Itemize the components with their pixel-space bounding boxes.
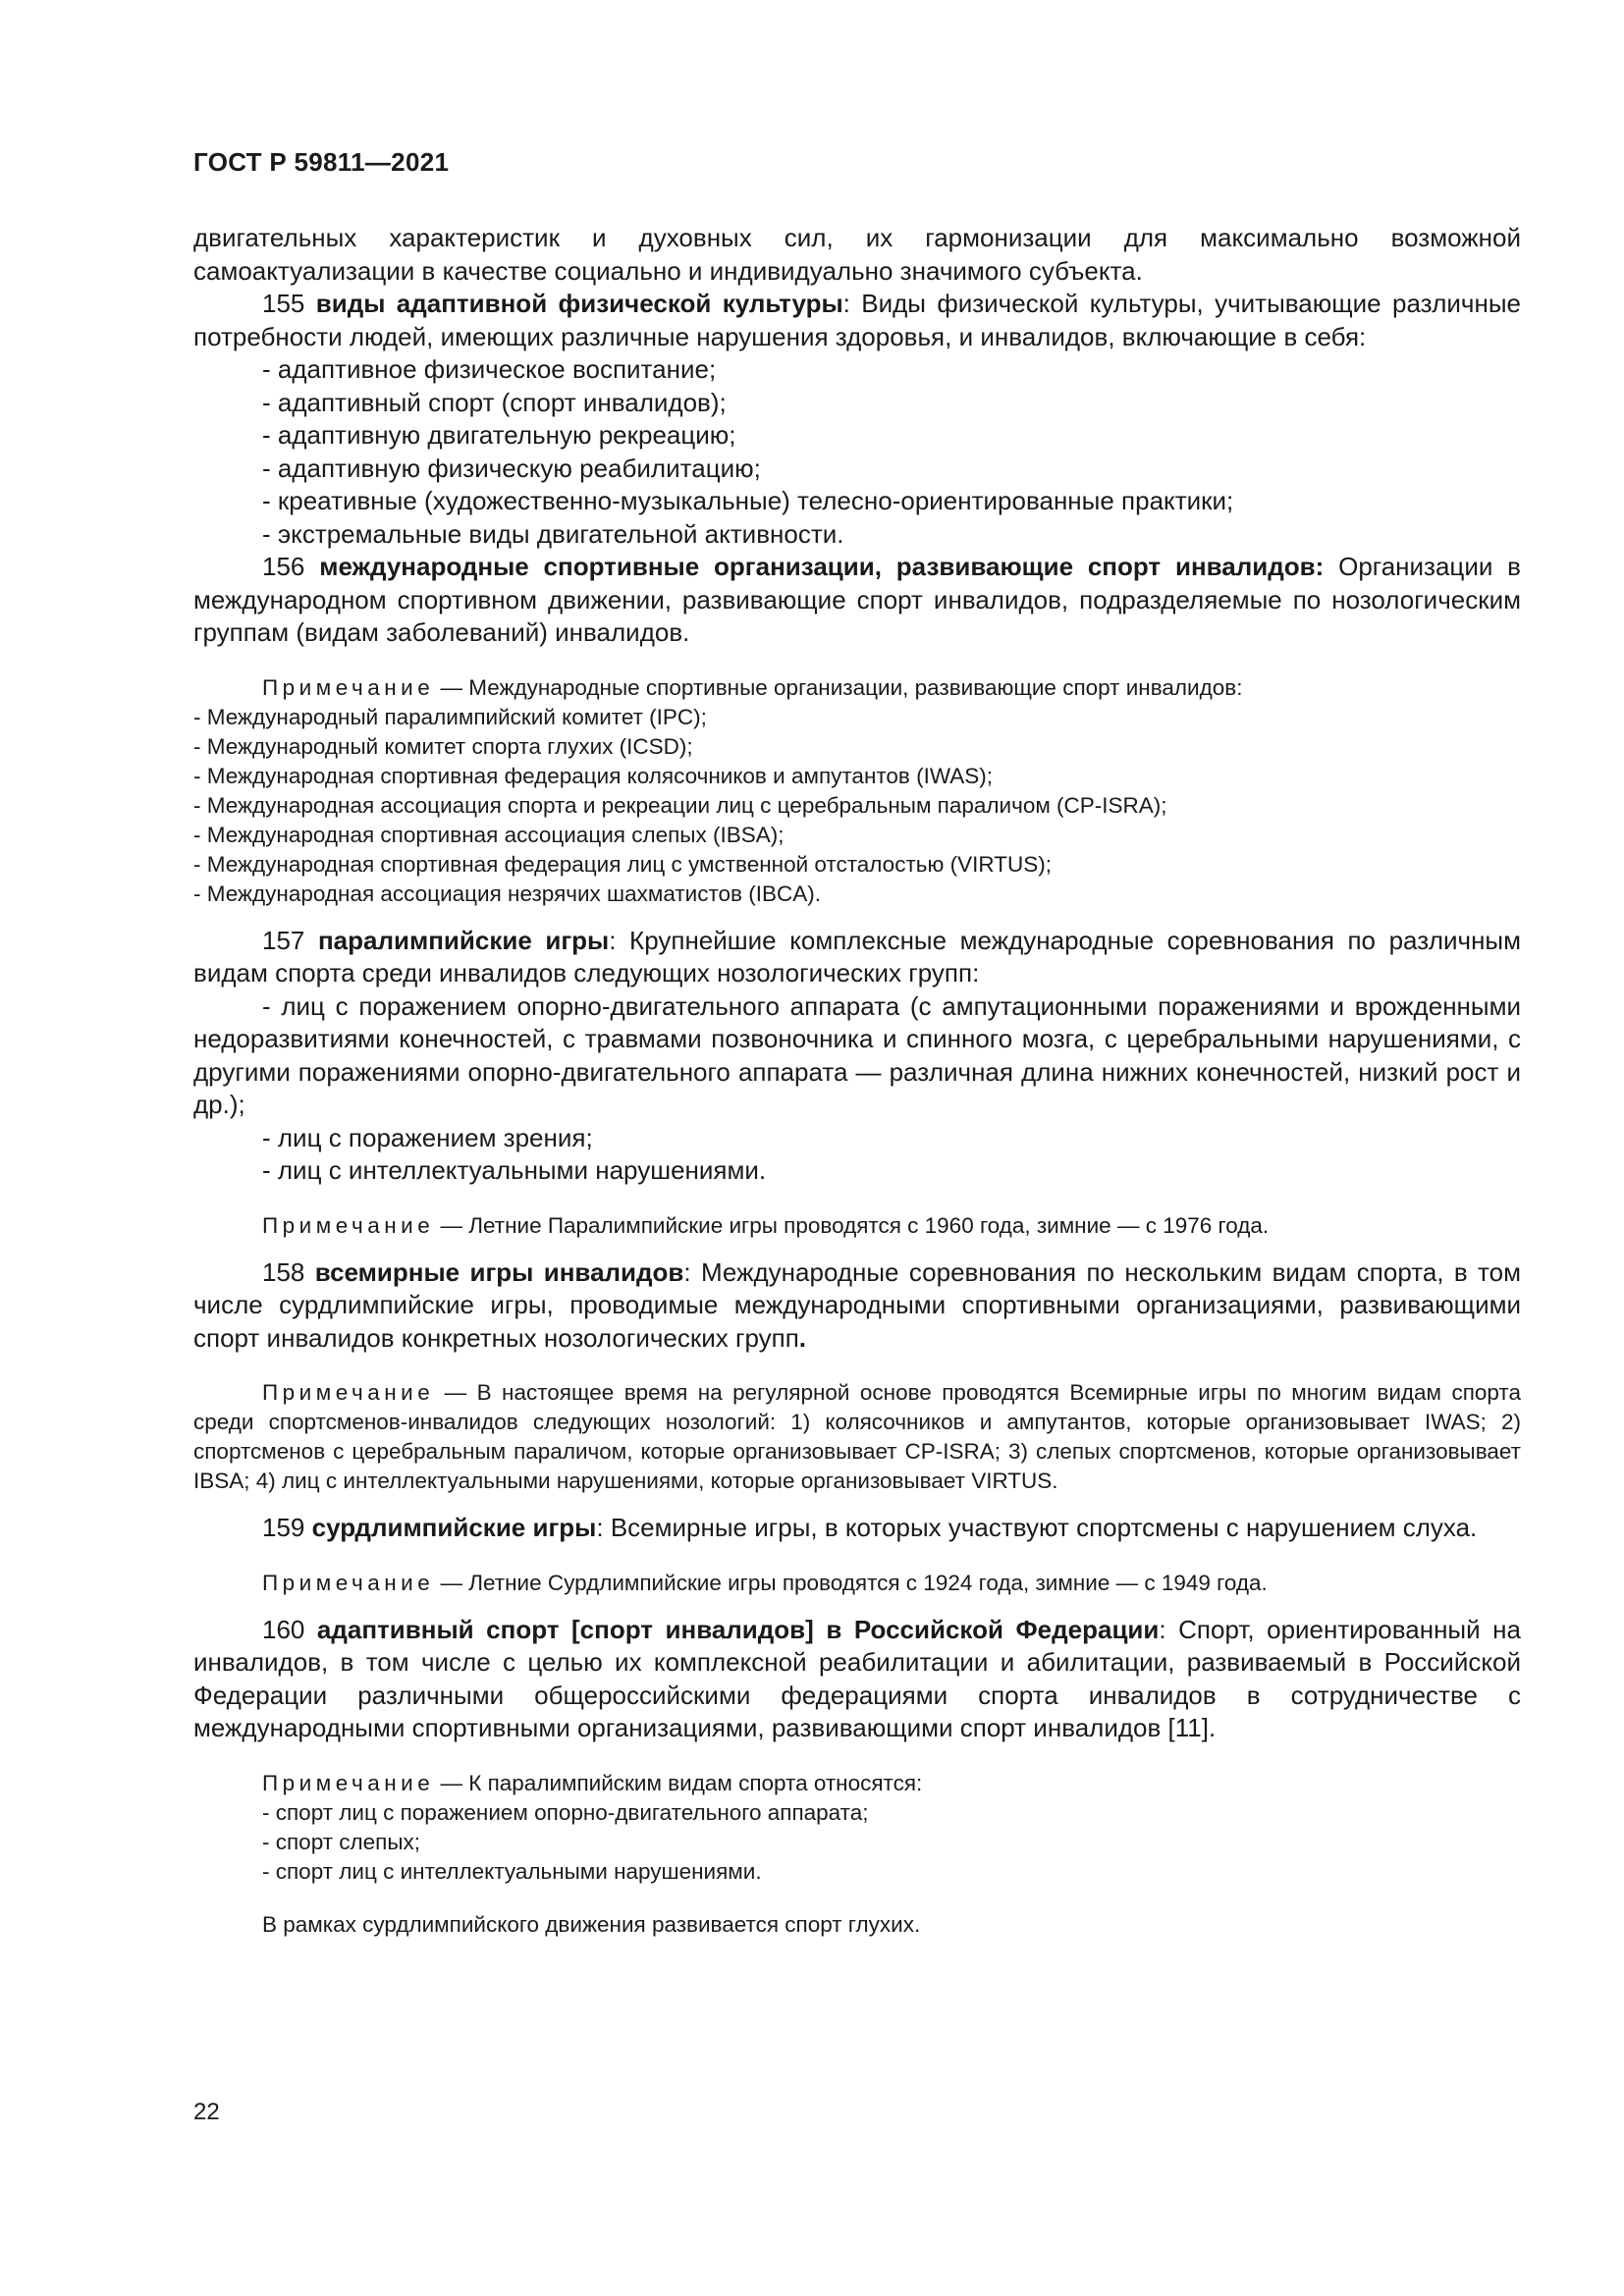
term-155 — [193, 288, 1521, 353]
term-definition: : Крупнейшие комплексные международные соревнования по различным видам спорта среди инвалидов следующих нозологических групп: — [193, 925, 1521, 988]
term-number: 156 — [262, 552, 305, 581]
term-definition-end: . — [798, 1322, 807, 1353]
note-label: Примечание — [262, 1570, 435, 1595]
list-item: - адаптивное физическое воспитание; — [262, 354, 717, 384]
note-160 — [193, 1769, 1521, 1940]
term-definition: : Спорт, ориентированный на инвалидов, в том числе с целью их комплексной реабилитации и абилитации, развиваемый в Российской Федерации различными общероссийскими федерациями спорта инвалидов в сотрудничестве с международными спортивными организациями, развивающими спорт инвалидов [11]. — [193, 1614, 1521, 1742]
note-item: - Международная спортивная ассоциация слепых (IBSA); — [193, 822, 785, 847]
list-item: - адаптивную физическую реабилитацию; — [262, 453, 761, 483]
list-item: - лиц с интеллектуальными нарушениями. — [262, 1155, 767, 1185]
note-item: - Международная спортивная федерация лиц с умственной отсталостью (VIRTUS); — [193, 851, 1052, 877]
list-item: - лиц с поражением зрения; — [262, 1122, 593, 1152]
note-159 — [193, 1569, 1521, 1598]
term-number: 158 — [262, 1256, 305, 1287]
note-label: Примечание — [262, 1770, 435, 1795]
note-157 — [193, 1211, 1521, 1241]
note-156 — [193, 673, 1521, 909]
term-number: 155 — [262, 289, 305, 318]
term-title: международные спортивные организации, развивающие спорт инвалидов: — [319, 552, 1325, 581]
page-header: ГОСТ Р 59811—2021 — [193, 147, 450, 177]
page-number: 22 — [193, 2099, 220, 2125]
term-title: паралимпийские игры — [317, 925, 610, 955]
term-definition: : Виды физической культуры, учитывающие различные потребности людей, имеющих различные нарушения здоровья, и инвалидов, включающие в себя: — [193, 289, 1521, 351]
paragraph-continuation: двигательных характеристик и духовных сил, их гармонизации для максимально возможной самоактуализации в качестве социально и индивидуально значимого субъекта. — [193, 223, 1521, 286]
note-heading — [193, 1769, 1521, 1798]
note-text: — К паралимпийским видам спорта относятся: — [434, 1770, 923, 1795]
term-title: всемирные игры инвалидов — [314, 1256, 684, 1287]
document-body — [193, 222, 1521, 1940]
term-158 — [193, 1256, 1521, 1356]
list-item: - лиц с поражением опорно-двигательного аппарата (с ампутационными поражениями и врожденными недоразвитиями конечностей, с травмами позвоночника и спинного мозга, с церебральными нарушениями, с другими поражениями опорно-двигательного аппарата — различная длина нижних конечностей, низкий рост и др.); — [193, 990, 1521, 1119]
note-item: В рамках сурдлимпийского движения развивается спорт глухих. — [262, 1911, 921, 1937]
note-heading — [193, 673, 1521, 703]
note-158 — [193, 1378, 1521, 1496]
document-page — [193, 0, 1521, 2296]
term-title: адаптивный спорт [спорт инвалидов] в Российской Федерации — [316, 1614, 1160, 1644]
note-item: - Международная ассоциация незрячих шахматистов (IBCA). — [193, 881, 821, 906]
note-item: - спорт слепых; — [262, 1829, 421, 1854]
list-item: - экстремальные виды двигательной активности. — [262, 518, 844, 549]
note-item: - спорт лиц с интеллектуальными нарушениями. — [262, 1858, 762, 1884]
note-text: — Летние Паралимпийские игры проводятся с 1960 года, зимние — с 1976 года. — [434, 1212, 1270, 1238]
term-definition: Организации в международном спортивном движении, развивающие спорт инвалидов, подразделяемые по нозологическим группам (видам заболеваний) инвалидов. — [193, 552, 1521, 647]
term-159 — [193, 1512, 1521, 1545]
term-title: сурдлимпийские игры — [311, 1513, 597, 1542]
term-title: виды адаптивной физической культуры — [315, 289, 843, 318]
term-number: 159 — [262, 1513, 305, 1542]
term-160 — [193, 1614, 1521, 1745]
list-item: - адаптивный спорт (спорт инвалидов); — [262, 387, 727, 417]
term-number: 157 — [262, 925, 305, 955]
list-item: - креативные (художественно-музыкальные) телесно-ориентированные практики; — [262, 486, 1234, 515]
note-label: Примечание — [262, 1380, 435, 1405]
note-label: Примечание — [262, 674, 435, 700]
note-text: — Международные спортивные организации, развивающие спорт инвалидов: — [434, 674, 1243, 700]
note-item: - спорт лиц с поражением опорно-двигательного аппарата; — [262, 1799, 869, 1825]
note-text: — Летние Сурдлимпийские игры проводятся с 1924 года, зимние — с 1949 года. — [434, 1570, 1268, 1595]
term-156 — [193, 551, 1521, 650]
note-item: - Международная ассоциация спорта и рекреации лиц с церебральным параличом (CP-ISRA); — [193, 792, 1167, 818]
term-definition: : Международные соревнования по нескольким видам спорта, в том числе сурдлимпийские игры, проводимые международными спортивными организациями, развивающими спорт инвалидов конкретных нозологических групп — [193, 1256, 1521, 1353]
note-item: - Международный комитет спорта глухих (ICSD); — [193, 733, 693, 759]
list-item: - адаптивную двигательную рекреацию; — [262, 420, 736, 450]
note-item: - Международный паралимпийский комитет (IPC); — [193, 704, 707, 729]
term-157 — [193, 925, 1521, 990]
term-number: 160 — [262, 1614, 305, 1644]
term-definition: : Всемирные игры, в которых участвуют спортсмены с нарушением слуха. — [596, 1513, 1478, 1542]
note-label: Примечание — [262, 1212, 435, 1238]
note-text: — В настоящее время на регулярной основе проводятся Всемирные игры по многим видам спорта среди спортсменов-инвалидов следующих нозологий: 1) колясочников и ампутантов, которые организовывает IWAS; 2) спортсменов с церебральным параличом, которые организовывает CP-ISRA; 3) слепых спортсменов, которые организовывает IBSA; 4) лиц с интеллектуальными нарушениями, которые организовывает VIRTUS. — [193, 1380, 1521, 1493]
note-item: - Международная спортивная федерация колясочников и ампутантов (IWAS); — [193, 763, 994, 788]
